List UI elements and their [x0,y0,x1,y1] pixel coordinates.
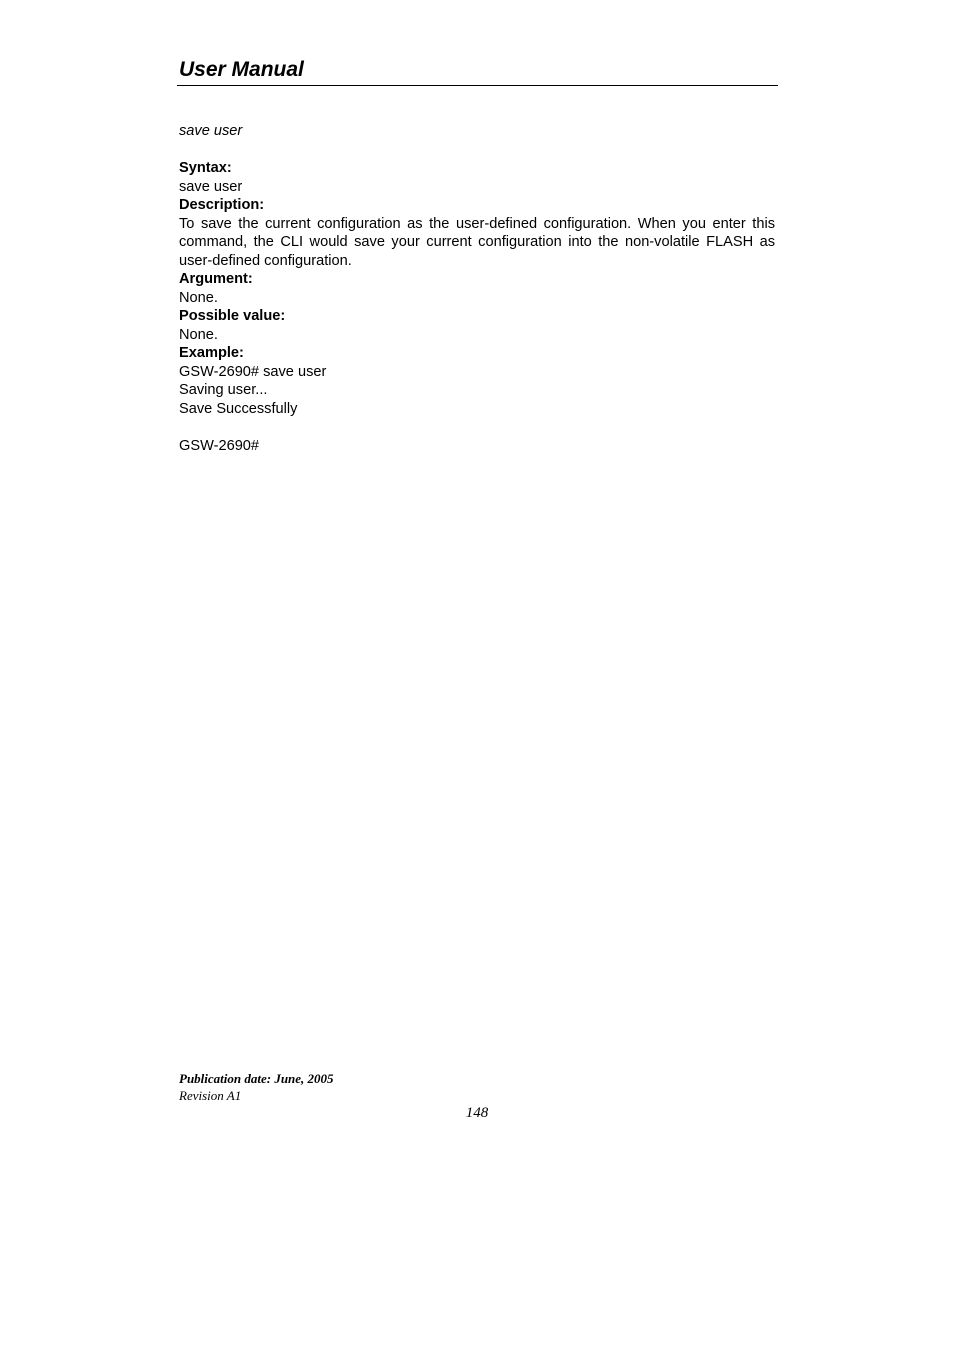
argument-label: Argument: [179,271,253,287]
page-footer [179,1071,334,1104]
command-section [179,122,775,455]
syntax-value: save user [179,178,243,195]
page-number: 148 [465,1105,489,1121]
description-label: Description: [179,197,265,213]
possible-value-label: Possible value: [179,308,286,324]
description-text: To save the current configuration as the user-defined configuration. When you enter this command, the CLI would save your current configuration into the non-volatile FLASH as user-defined configuration. [179,215,775,269]
example-line: GSW-2690# [179,437,260,454]
example-line [179,418,775,437]
example-line: Save Successfully [179,400,298,417]
command-title: save user [179,123,243,139]
possible-value-value: None. [179,326,218,343]
example-label: Example: [179,345,244,361]
syntax-label: Syntax: [179,160,232,176]
revision: Revision A1 [179,1087,242,1103]
publication-date: Publication date: June, 2005 [179,1071,334,1086]
spacer [179,141,775,160]
argument-value: None. [179,289,218,306]
example-line: Saving user... [179,382,268,398]
page-header [177,56,778,86]
manual-title: User Manual [179,58,304,81]
example-line: GSW-2690# save user [179,363,327,380]
